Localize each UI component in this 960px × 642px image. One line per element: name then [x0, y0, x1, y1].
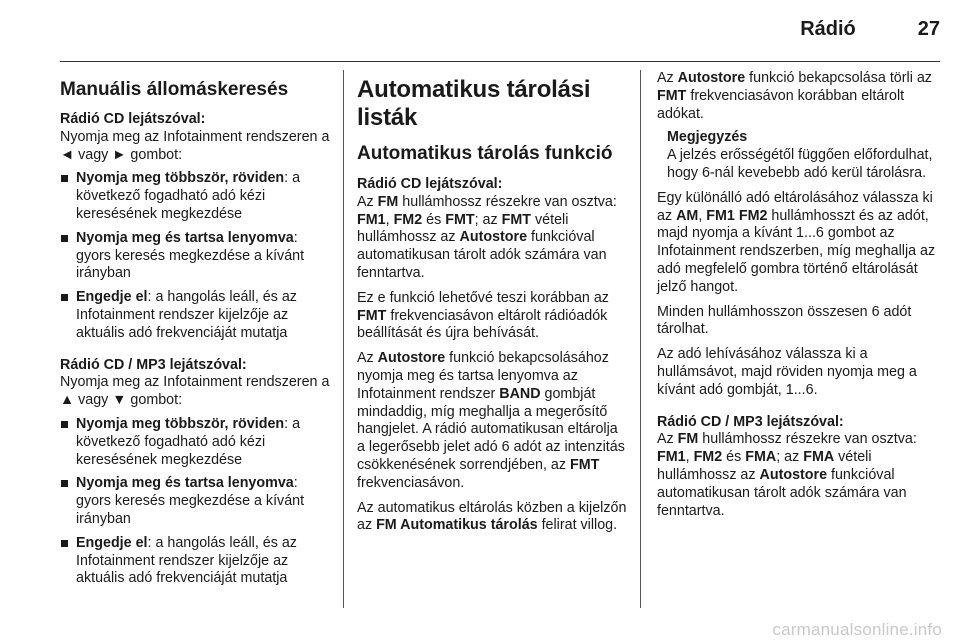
paragraph-fm-bands: Az FM hullámhossz részekre van osztva: FM1, FM2 és FMT; az FMT vételi hullámhossz az Autostore funkcióval automatikusan tárolt adók számára van fenntartva. [357, 193, 617, 281]
list-item: Engedje el: a hangolás leáll, és az Infotainment rendszer kijelzője az aktuális adó frekvenciáját mutatja [60, 289, 335, 342]
column-middle [357, 70, 627, 535]
list-item: Nyomja meg és tartsa lenyomva: gyors keresés megkezdése a kívánt irányban [60, 230, 335, 283]
page-section-title: Rádió [800, 18, 856, 40]
subheading-cd-player: Rádió CD lejátszóval: [357, 176, 503, 192]
list-item: Engedje el: a hangolás leáll, és az Infotainment rendszer kijelzője az aktuális adó frekvenciáját mutatja [60, 535, 335, 588]
paragraph-autostore-display: Az automatikus eltárolás közben a kijelzőn az FM Automatikus tárolás felirat villog. [357, 499, 627, 534]
note-title: Megjegyzés [667, 129, 748, 146]
square-bullet-icon [61, 540, 68, 547]
bullet-list [60, 416, 335, 588]
paragraph-recall: Az adó lehívásához válassza ki a hullámsávot, majd röviden nyomja meg a kívánt adó gombját, 1...6. [657, 346, 917, 398]
paragraph-store-single: Egy különálló adó eltárolásához válassza ki az AM, FM1 FM2 hullámhosszt és az adót, majd nyomja a kívánt 1...6 gombot az Infotainment rendszerben, míg meghallja az adó megfelelő gombra történő eltárolását jelző hangot. [657, 189, 936, 295]
watermark: carmanualsonline.info [772, 620, 942, 639]
column-divider-2 [640, 70, 641, 608]
paragraph-intro: Nyomja meg az Infotainment rendszeren a ▲ vagy ▼ gombot: [60, 374, 330, 409]
list-item: Nyomja meg és tartsa lenyomva: gyors keresés megkezdése a kívánt irányban [60, 475, 335, 528]
header-divider [60, 61, 940, 62]
column-right [657, 70, 940, 520]
square-bullet-icon [61, 175, 68, 182]
square-bullet-icon [61, 421, 68, 428]
paragraph-autostore-activation: Az Autostore funkció bekapcsolásához nyomja meg és tartsa lenyomva az Infotainment rendszer BAND gombját mindaddig, míg meghallja a megerősítő hangjelet. A rádió automatikusan eltárolja a legerősebb jelet adó 6 adót az intenzitás csökkenésének sorrendjében, az FMT frekvenciasávon. [357, 350, 625, 491]
paragraph-autostore-clears: Az Autostore funkció bekapcsolása törli az FMT frekvenciasávon korábban eltárolt adókat. [657, 70, 932, 122]
subheading-cd-player: Rádió CD lejátszóval: [60, 111, 206, 127]
column-left [60, 70, 335, 594]
paragraph-intro: Nyomja meg az Infotainment rendszeren a ◄ vagy ► gombot: [60, 128, 330, 163]
subsection-heading-autostore-function: Automatikus tárolás funkció [357, 143, 613, 164]
bullet-list [60, 170, 335, 342]
list-item: Nyomja meg többször, röviden: a következő fogadható adó kézi keresésének megkezdése [60, 416, 335, 469]
paragraph-capacity: Minden hullámhosszon összesen 6 adót tárolhat. [657, 303, 912, 338]
square-bullet-icon [61, 294, 68, 301]
subheading-cd-mp3-player: Rádió CD / MP3 lejátszóval: [657, 413, 844, 430]
paragraph-fmt-recall: Ez e funkció lehetővé teszi korábban az FMT frekvenciasávon eltárolt rádióadók beállítását és újra behívását. [357, 289, 609, 342]
square-bullet-icon [61, 480, 68, 487]
page-number: 27 [917, 18, 940, 40]
paragraph-fm-bands-mp3: Az FM hullámhossz részekre van osztva: FM1, FM2 és FMA; az FMA vételi hullámhossz az Autostore funkcióval automatikusan tárolt adók számára van fenntartva. [657, 431, 917, 519]
section-heading-autostore-lists: Automatikus tárolási listák [357, 76, 591, 131]
section-heading-manual-search: Manuális állomáskeresés [60, 79, 289, 100]
list-item: Nyomja meg többször, röviden: a következő fogadható adó kézi keresésének megkezdése [60, 170, 335, 223]
note-text: A jelzés erősségétől függően előfordulhat, hogy 6-nál kevebebb adó kerül tárolásra. [667, 147, 933, 181]
note-box [657, 129, 940, 182]
column-divider-1 [343, 70, 344, 608]
subheading-cd-mp3-player: Rádió CD / MP3 lejátszóval: [60, 356, 247, 373]
square-bullet-icon [61, 235, 68, 242]
